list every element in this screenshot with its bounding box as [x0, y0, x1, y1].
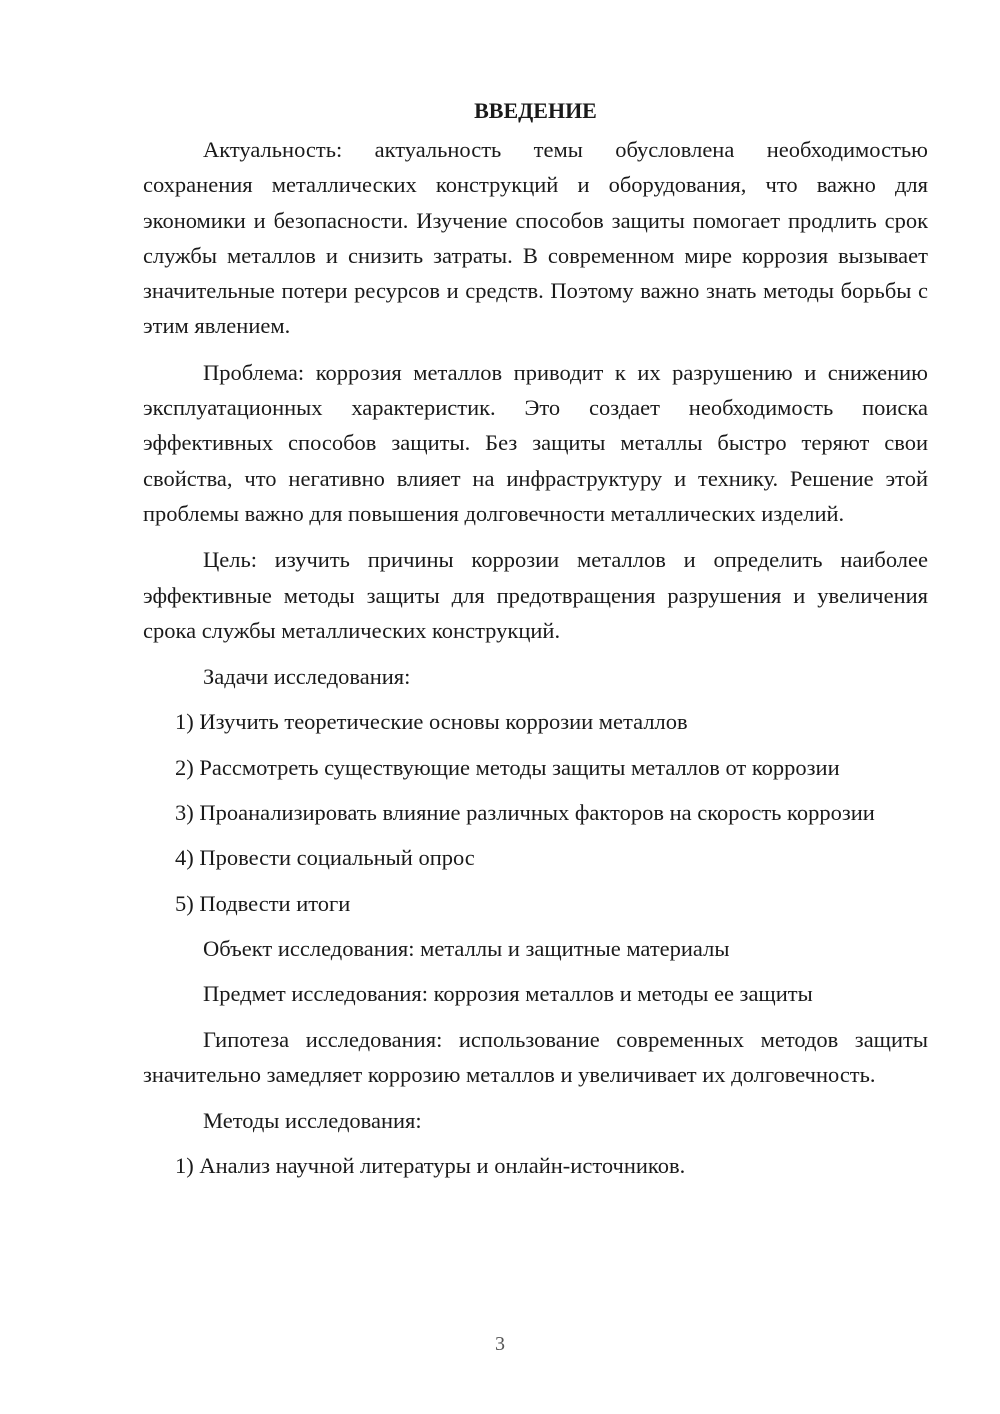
methods-title: Методы исследования:: [203, 1108, 422, 1134]
method-item-1: 1) Анализ научной литературы и онлайн-источников.: [175, 1153, 686, 1179]
task-item-4: 4) Провести социальный опрос: [175, 845, 475, 871]
object-line: Объект исследования: металлы и защитные материалы: [203, 935, 730, 961]
task-item-5: 5) Подвести итоги: [175, 890, 351, 916]
task-item-1: 1) Изучить теоретические основы коррозии металлов: [175, 709, 688, 735]
relevance-paragraph: Актуальность: актуальность темы обусловлена необходимостью сохранения металлических конструкций и оборудования, что важно для экономики и безопасности. Изучение способов защиты помогает продлить срок службы металлов и снизить затраты. В современном мире коррозия вызывает значительные потери ресурсов и средств. Поэтому важно знать методы борьбы с этим явлением.: [143, 137, 928, 339]
subject-line: Предмет исследования: коррозия металлов и методы ее защиты: [203, 981, 813, 1007]
task-item-3: 3) Проанализировать влияние различных факторов на скорость коррозии: [175, 800, 875, 826]
task-item-2: 2) Рассмотреть существующие методы защиты металлов от коррозии: [175, 754, 840, 780]
page-number: 3: [495, 1333, 505, 1355]
document-page: [143, 93, 928, 1194]
section-heading: ВВЕДЕНИЕ: [474, 98, 597, 123]
problem-paragraph: Проблема: коррозия металлов приводит к их разрушению и снижению эксплуатационных характеристик. Это создает необходимость поиска эффективных способов защиты. Без защиты металлы быстро теряют свои свойства, что негативно влияет на инфраструктуру и технику. Решение этой проблемы важно для повышения долговечности металлических изделий.: [143, 359, 928, 526]
hypothesis-paragraph: Гипотеза исследования: использование современных методов защиты значительно замедляет коррозию металлов и увеличивает их долговечность.: [143, 1026, 928, 1087]
goal-paragraph: Цель: изучить причины коррозии металлов и определить наиболее эффективные методы защиты для предотвращения разрушения и увеличения срока службы металлических конструкций.: [143, 547, 928, 643]
tasks-title: Задачи исследования:: [203, 664, 411, 690]
